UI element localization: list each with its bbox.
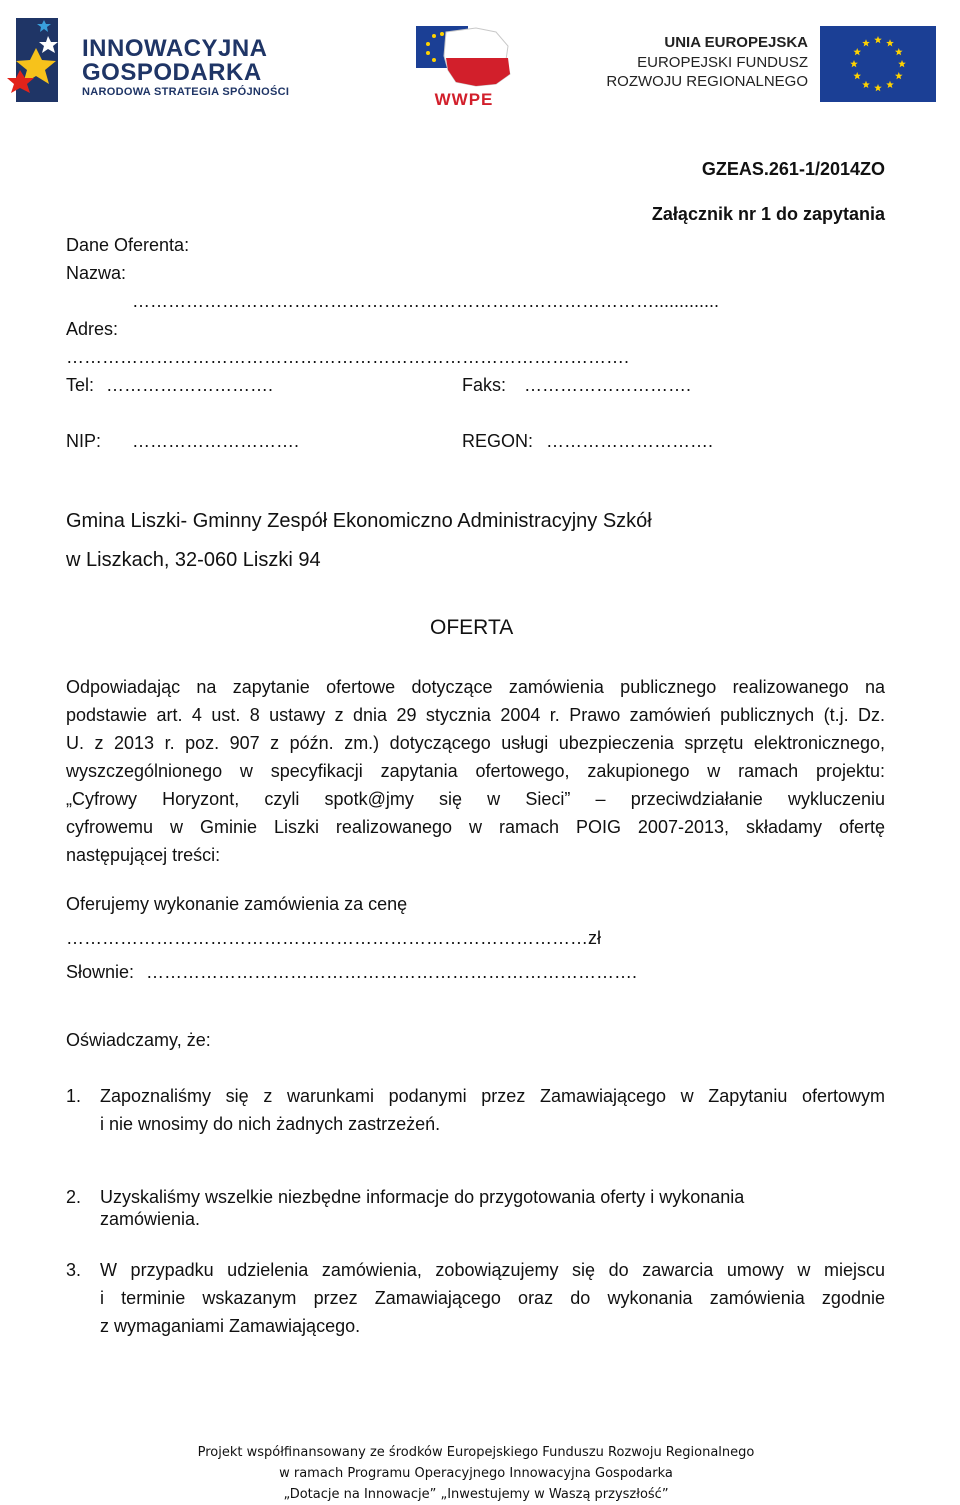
address-field[interactable]: …………………………………………………………………………………. xyxy=(66,347,630,367)
offeror-heading: Dane Oferenta: xyxy=(66,235,190,255)
words-label: Słownie: xyxy=(66,962,135,982)
tel-label: Tel: xyxy=(66,375,95,395)
ue-line-2: EUROPEJSKI FUNDUSZ xyxy=(637,54,808,71)
item-1-line-1: Zapoznaliśmy się z warunkami podanymi przez Zamawiającego w Zapytaniu ofertowym xyxy=(100,1086,885,1106)
nip-field[interactable]: ………………………. xyxy=(132,431,300,451)
name-field[interactable]: ……………………………………………………………………………............. xyxy=(132,291,720,311)
name-label: Nazwa: xyxy=(66,263,127,283)
recipient-line-2: w Liszkach, 32-060 Liszki 94 xyxy=(66,549,321,571)
eu-fund-logo xyxy=(600,24,940,104)
item-3-line-1: W przypadku udzielenia zamówienia, zobowiązujemy się do zawarcia umowy w miejscu xyxy=(100,1260,885,1280)
annex-label: Załącznik nr 1 do zapytania xyxy=(651,204,885,224)
document-title: OFERTA xyxy=(430,616,514,639)
logo-line-1: INNOWACYJNA xyxy=(82,35,268,62)
logo-line-3: NARODOWA STRATEGIA SPÓJNOŚCI xyxy=(82,86,290,98)
item-1-line-2: i nie wnosimy do nich żadnych zastrzeżeń. xyxy=(100,1114,441,1134)
poland-map-eu-flag-icon xyxy=(416,26,512,90)
recipient-line-1: Gmina Liszki- Gminny Zespół Ekonomiczno Administracyjny Szkół xyxy=(66,510,652,532)
eu-flag-icon xyxy=(820,26,936,102)
price-label: Oferujemy wykonanie zamówienia za cenę xyxy=(66,894,408,914)
ue-line-3: ROZWOJU REGIONALNEGO xyxy=(606,73,808,90)
item-2-number: 2. xyxy=(66,1187,82,1207)
paragraph-line: cyfrowemu w Gminie Liszki realizowanego w ramach POIG 2007-2013, składamy ofertę xyxy=(66,817,885,837)
innowacyjna-gospodarka-logo xyxy=(6,14,296,106)
ue-line-1: UNIA EUROPEJSKA xyxy=(664,34,808,51)
price-field[interactable]: ……………………………………………………………………………zł xyxy=(66,928,601,948)
item-2-line-1: Uzyskaliśmy wszelkie niezbędne informacje do przygotowania oferty i wykonania xyxy=(100,1187,745,1207)
paragraph-line: wyszczególnionego w specyfikacji zapytania ofertowego, zakupionego w ramach projektu: xyxy=(66,761,885,781)
paragraph-line: Odpowiadając na zapytanie ofertowe dotyczące zamówienia publicznego realizowanego na xyxy=(66,677,885,697)
paragraph-line: „Cyfrowy Horyzont, czyli spotk@jmy się w Sieci” – przeciwdziałanie wykluczeniu xyxy=(66,789,885,809)
offer-paragraph xyxy=(66,673,885,869)
words-field[interactable]: ………………………………………………………………………. xyxy=(146,962,638,982)
document-reference: GZEAS.261-1/2014ZO xyxy=(701,159,885,179)
tel-field[interactable]: ………………………. xyxy=(106,375,274,395)
item-3-line-2: i terminie wskazanym przez Zamawiającego oraz do wykonania zamówienia zgodnie xyxy=(100,1288,885,1308)
fax-label: Faks: xyxy=(462,375,507,395)
footer-line-2: w ramach Programu Operacyjnego Innowacyjna Gospodarka xyxy=(279,1466,673,1481)
paragraph-line: U. z 2013 r. poz. 907 z późn. zm.) dotyczącego usługi ubezpieczenia sprzętu elektronicznego, xyxy=(66,733,885,753)
stars-emblem-icon xyxy=(6,14,68,106)
wwpe-text: WWPE xyxy=(434,90,494,109)
footer-line-1: Projekt współfinansowany ze środków Europejskiego Funduszu Rozwoju Regionalnego xyxy=(197,1445,755,1460)
logo-line-2: GOSPODARKA xyxy=(82,59,262,86)
declaration-heading: Oświadczamy, że: xyxy=(66,1030,211,1050)
fax-field[interactable]: ………………………. xyxy=(524,375,692,395)
footer-line-3: „Dotacje na Innowacje” „Inwestujemy w Waszą przyszłość” xyxy=(283,1487,669,1502)
item-2-line-2: zamówienia. xyxy=(100,1209,201,1229)
regon-label: REGON: xyxy=(462,431,534,451)
footer xyxy=(0,1442,952,1505)
paragraph-line: podstawie art. 4 ust. 8 ustawy z dnia 29 stycznia 2004 r. Prawo zamówień publicznych (t.j. Dz. xyxy=(66,705,885,725)
paragraph-line: następującej treści: xyxy=(66,845,221,865)
item-3-line-3: z wymaganiami Zamawiającego. xyxy=(100,1316,361,1336)
item-3-number: 3. xyxy=(66,1260,82,1280)
regon-field[interactable]: ………………………. xyxy=(546,431,714,451)
wwpe-logo xyxy=(416,26,512,110)
item-1-number: 1. xyxy=(66,1086,82,1106)
address-label: Adres: xyxy=(66,319,119,339)
nip-label: NIP: xyxy=(66,431,102,451)
